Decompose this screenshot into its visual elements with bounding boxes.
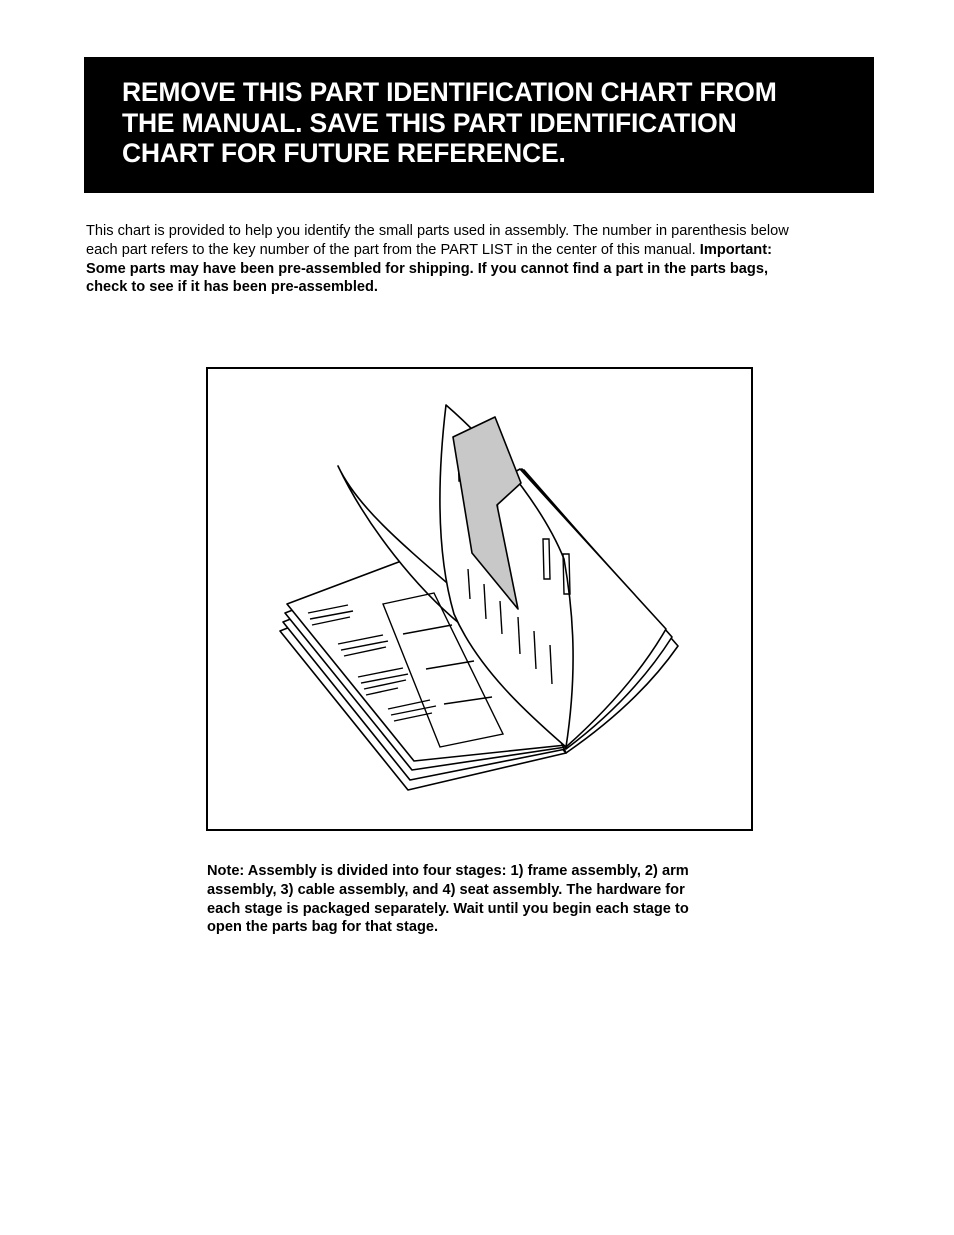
note-line-3: each stage is packaged separately. Wait until you begin each stage to <box>207 900 689 917</box>
note-line-1: Note: Assembly is divided into four stages: 1) frame assembly, 2) arm <box>207 863 689 879</box>
intro-line-2-text: each part refers to the key number of the part from the PART LIST in the center of this manual. <box>86 241 700 258</box>
banner-line-3: CHART FOR FUTURE REFERENCE. <box>122 138 566 168</box>
intro-line-3: Some parts may have been pre-assembled for shipping. If you cannot find a part in the parts bags, <box>86 260 768 277</box>
note-line-4: open the parts bag for that stage. <box>207 919 439 936</box>
intro-line-2 <box>86 241 876 260</box>
warning-banner <box>84 57 874 193</box>
intro-line-4: check to see if it has been pre-assembled. <box>86 279 378 296</box>
assembly-note <box>207 862 767 937</box>
note-line-2: assembly, 3) cable assembly, and 4) seat assembly. The hardware for <box>207 881 685 898</box>
intro-paragraph <box>86 222 876 297</box>
banner-line-2: THE MANUAL. SAVE THIS PART IDENTIFICATION <box>122 107 737 138</box>
manual-illustration-frame <box>206 367 753 831</box>
open-manual-illustration <box>208 369 751 829</box>
important-label: Important: <box>699 241 772 258</box>
banner-line-1: REMOVE THIS PART IDENTIFICATION CHART FROM <box>122 77 777 107</box>
intro-line-1: This chart is provided to help you identify the small parts used in assembly. The number in parenthesis below <box>86 223 789 239</box>
